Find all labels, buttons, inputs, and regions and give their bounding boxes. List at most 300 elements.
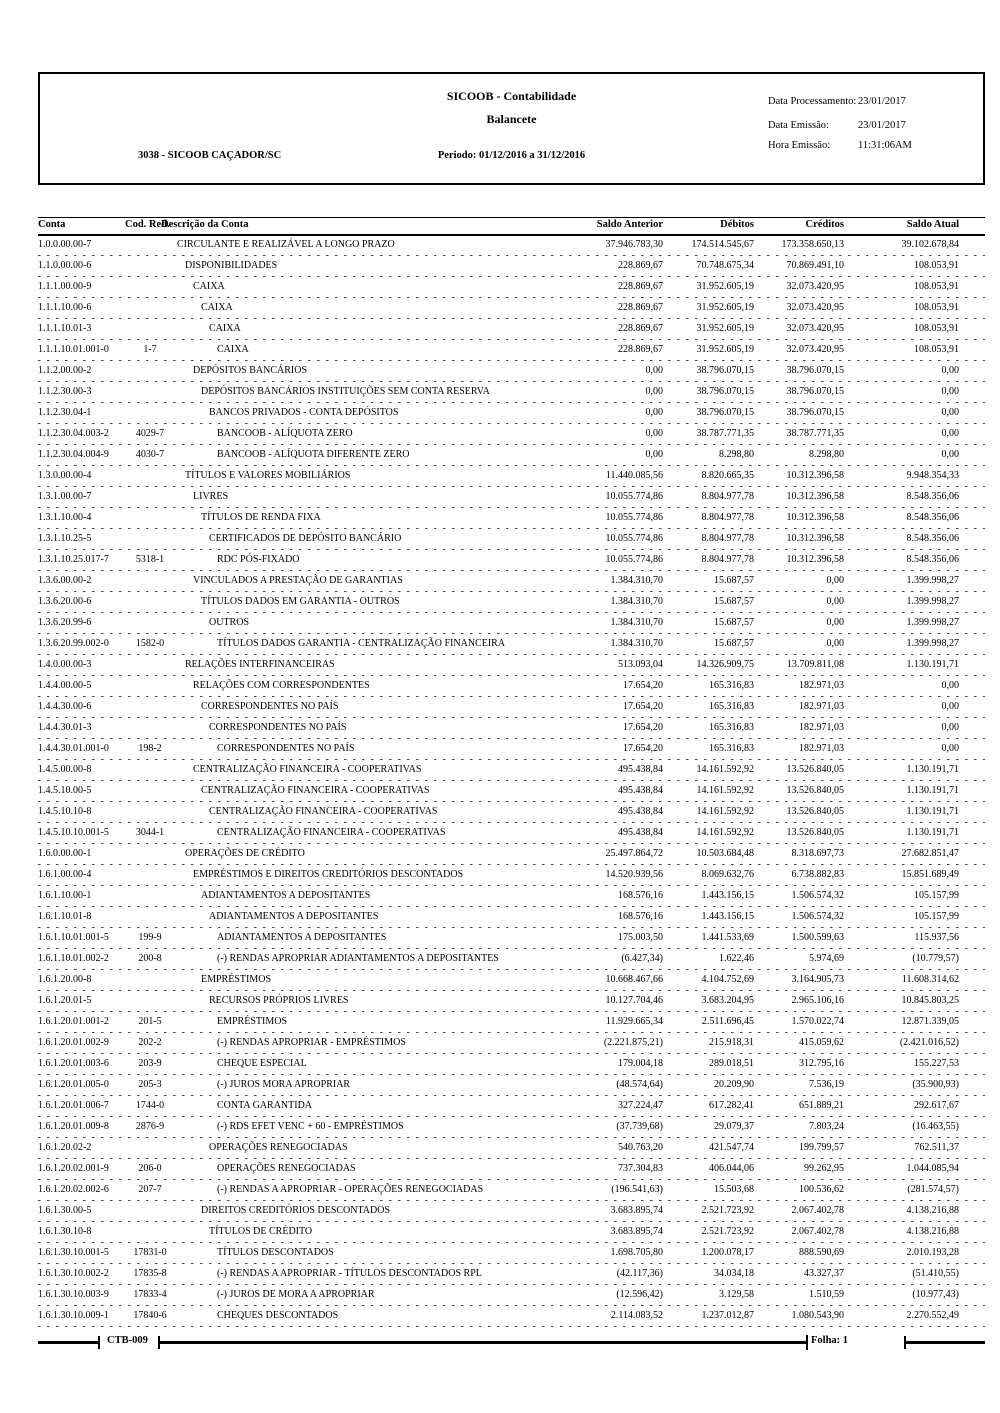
cell-creditos: 182.971,03: [799, 680, 844, 691]
cell-reduced-code: 5318-1: [135, 554, 165, 565]
cell-description: CORRESPONDENTES NO PAÍS: [209, 722, 347, 733]
cell-debitos: 14.326.909,75: [696, 659, 754, 670]
cell-saldo-anterior: 179.004,18: [618, 1058, 663, 1069]
table-row: [38, 467, 985, 488]
cell-description: CAIXA: [209, 323, 241, 334]
cell-debitos: 70.748.675,34: [696, 260, 754, 271]
table-row: [38, 1097, 985, 1118]
cell-description: (-) RENDAS APROPRIAR ADIANTAMENTOS A DEPOSITANTES: [217, 953, 499, 964]
cell-account-code: 1.6.1.30.10.003-9: [38, 1289, 109, 1300]
cell-debitos: 14.161.592,92: [696, 764, 754, 775]
cell-saldo-anterior: 11.440.085,56: [605, 470, 663, 481]
footer-bar: [806, 1335, 808, 1350]
cell-debitos: 2.511.696,45: [701, 1016, 754, 1027]
cell-saldo-atual: 8.548.356,06: [906, 491, 959, 502]
cell-description: OPERAÇÕES RENEGOCIADAS: [217, 1163, 356, 1174]
cell-account-code: 1.4.4.30.01.001-0: [38, 743, 109, 754]
cell-debitos: 31.952.605,19: [696, 344, 754, 355]
cell-account-code: 1.1.1.10.01.001-0: [38, 344, 109, 355]
cell-creditos: 0,00: [826, 575, 844, 586]
cell-account-code: 1.1.1.10.01-3: [38, 323, 92, 334]
cell-saldo-anterior: 0,00: [645, 428, 663, 439]
cell-account-code: 1.3.6.20.99-6: [38, 617, 92, 628]
cell-saldo-anterior: 228.869,67: [618, 344, 663, 355]
table-row: [38, 929, 985, 950]
cell-debitos: 31.952.605,19: [696, 281, 754, 292]
cell-reduced-code: 4030-7: [135, 449, 165, 460]
table-row: [38, 698, 985, 719]
cell-reduced-code: 203-9: [138, 1058, 162, 1069]
cell-saldo-atual: 15.851.689,49: [901, 869, 959, 880]
report-meta: [40, 74, 983, 183]
table-row: [38, 866, 985, 887]
cell-account-code: 1.1.1.00.00-9: [38, 281, 92, 292]
cell-account-code: 1.3.6.20.99.002-0: [38, 638, 109, 649]
cell-creditos: 32.073.420,95: [786, 323, 844, 334]
cell-saldo-atual: 292.617,67: [914, 1100, 959, 1111]
cell-saldo-anterior: 10.055.774,86: [605, 533, 663, 544]
cell-reduced-code: 198-2: [138, 743, 162, 754]
cell-saldo-atual: 108.053,91: [914, 323, 959, 334]
cell-description: EMPRÉSTIMOS: [217, 1016, 288, 1027]
table-row: [38, 803, 985, 824]
table-row: [38, 845, 985, 866]
cell-saldo-atual: 105.157,99: [914, 911, 959, 922]
column-header-debitos: Débitos: [720, 219, 754, 230]
cell-creditos: 10.312.396,58: [786, 533, 844, 544]
cell-debitos: 34.034,18: [714, 1268, 754, 1279]
table-row: [38, 593, 985, 614]
cell-description: BANCOS PRIVADOS - CONTA DEPÓSITOS: [209, 407, 399, 418]
cell-saldo-atual: 1.130.191,71: [906, 659, 959, 670]
page-number: Folha: 1: [811, 1335, 849, 1346]
cell-creditos: 7.803,24: [809, 1121, 844, 1132]
cell-description: (-) RENDAS A APROPRIAR - TÍTULOS DESCONTADOS RPL: [217, 1268, 482, 1279]
cell-description: CAIXA: [201, 302, 233, 313]
cell-description: TÍTULOS DESCONTADOS: [217, 1247, 334, 1258]
table-row: [38, 1034, 985, 1055]
table-row: [38, 488, 985, 509]
cell-description: RELAÇÕES INTERFINANCEIRAS: [185, 659, 335, 670]
cell-saldo-atual: 1.399.998,27: [906, 575, 959, 586]
table-row: [38, 1055, 985, 1076]
cell-saldo-anterior: 1.384.310,70: [610, 617, 663, 628]
cell-debitos: 4.104.752,69: [701, 974, 754, 985]
cell-account-code: 1.4.0.00.00-3: [38, 659, 92, 670]
cell-saldo-anterior: 10.127.704,46: [605, 995, 663, 1006]
cell-saldo-atual: 0,00: [941, 722, 959, 733]
report-period: Periodo: 01/12/2016 a 31/12/2016: [437, 150, 586, 161]
cell-debitos: 165.316,83: [709, 701, 754, 712]
cell-creditos: 1.570.022,74: [791, 1016, 844, 1027]
table-row: [38, 950, 985, 971]
cell-account-code: 1.6.1.20.02.001-9: [38, 1163, 109, 1174]
cell-debitos: 165.316,83: [709, 743, 754, 754]
cell-reduced-code: 202-2: [138, 1037, 162, 1048]
cell-saldo-anterior: 1.384.310,70: [610, 575, 663, 586]
cell-saldo-anterior: 0,00: [645, 386, 663, 397]
cell-description: BANCOOB - ALÍQUOTA ZERO: [217, 428, 353, 439]
cell-creditos: 2.067.402,78: [791, 1226, 844, 1237]
cell-creditos: 32.073.420,95: [786, 344, 844, 355]
cell-creditos: 10.312.396,58: [786, 491, 844, 502]
cell-account-code: 1.6.1.30.10.002-2: [38, 1268, 109, 1279]
table-row: [38, 299, 985, 320]
cell-creditos: 182.971,03: [799, 722, 844, 733]
cell-saldo-atual: 1.130.191,71: [906, 806, 959, 817]
cell-saldo-atual: (2.421.016,52): [899, 1037, 959, 1048]
cell-debitos: 1.441.533,69: [701, 932, 754, 943]
table-row: [38, 404, 985, 425]
cell-saldo-anterior: 17.654,20: [623, 680, 663, 691]
cell-creditos: 10.312.396,58: [786, 512, 844, 523]
table-row: [38, 1265, 985, 1286]
cell-account-code: 1.1.1.10.00-6: [38, 302, 92, 313]
cell-saldo-atual: 11.608.314,62: [901, 974, 959, 985]
table-row: [38, 1202, 985, 1223]
footer-rule-right: [904, 1341, 985, 1344]
cell-saldo-anterior: 37.946.783,30: [605, 239, 663, 250]
cell-debitos: 38.796.070,15: [696, 386, 754, 397]
table-row: [38, 362, 985, 383]
cell-description: (-) RDS EFET VENC + 60 - EMPRÉSTIMOS: [217, 1121, 404, 1132]
cell-reduced-code: 201-5: [138, 1016, 162, 1027]
cell-account-code: 1.3.1.10.25-5: [38, 533, 92, 544]
table-row: [38, 425, 985, 446]
report-subtitle: Balancete: [486, 112, 537, 126]
cell-debitos: 38.796.070,15: [696, 365, 754, 376]
cell-saldo-atual: 0,00: [941, 428, 959, 439]
cell-creditos: 182.971,03: [799, 701, 844, 712]
cell-saldo-atual: 1.399.998,27: [906, 617, 959, 628]
cell-description: (-) RENDAS APROPRIAR - EMPRÉSTIMOS: [217, 1037, 406, 1048]
cell-description: EMPRÉSTIMOS E DIREITOS CREDITÓRIOS DESCONTADOS: [193, 869, 464, 880]
cell-account-code: 1.3.0.00.00-4: [38, 470, 92, 481]
report-header-box: [38, 72, 985, 185]
table-row: [38, 971, 985, 992]
cell-description: (-) JUROS DE MORA A APROPRIAR: [217, 1289, 375, 1300]
cell-saldo-atual: 0,00: [941, 365, 959, 376]
cell-reduced-code: 2876-9: [135, 1121, 165, 1132]
table-header-row: [38, 217, 985, 236]
table-row: [38, 446, 985, 467]
cell-saldo-atual: 4.138.216,88: [906, 1205, 959, 1216]
table-row: [38, 656, 985, 677]
table-row: [38, 236, 985, 257]
table-row: [38, 530, 985, 551]
cell-account-code: 1.6.1.20.01.006-7: [38, 1100, 109, 1111]
cell-debitos: 15.503,68: [714, 1184, 754, 1195]
processing-date-label: Data Processamento:: [768, 96, 857, 107]
cell-account-code: 1.3.6.00.00-2: [38, 575, 92, 586]
cell-debitos: 14.161.592,92: [696, 827, 754, 838]
cell-saldo-anterior: 10.055.774,86: [605, 512, 663, 523]
cell-saldo-atual: 1.130.191,71: [906, 764, 959, 775]
cell-debitos: 8.804.977,78: [701, 533, 754, 544]
cell-creditos: 38.796.070,15: [786, 407, 844, 418]
cell-reduced-code: 199-9: [138, 932, 162, 943]
entity-name: 3038 - SICOOB CAÇADOR/SC: [138, 150, 282, 161]
cell-account-code: 1.3.1.10.00-4: [38, 512, 92, 523]
cell-saldo-anterior: 10.055.774,86: [605, 491, 663, 502]
cell-description: DEPÓSITOS BANCÁRIOS INSTITUIÇÕES SEM CONTA RESERVA: [201, 386, 490, 397]
cell-saldo-atual: 39.102.678,84: [901, 239, 959, 250]
cell-account-code: 1.6.1.20.01.003-6: [38, 1058, 109, 1069]
cell-creditos: 651.889,21: [799, 1100, 844, 1111]
table-row: [38, 383, 985, 404]
cell-saldo-anterior: 10.668.467,66: [605, 974, 663, 985]
cell-creditos: 0,00: [826, 617, 844, 628]
cell-saldo-anterior: (196.541,63): [611, 1184, 663, 1195]
cell-description: CAIXA: [217, 344, 249, 355]
cell-saldo-anterior: 17.654,20: [623, 701, 663, 712]
cell-creditos: 32.073.420,95: [786, 302, 844, 313]
cell-debitos: 20.209,90: [714, 1079, 754, 1090]
cell-debitos: 8.820.665,35: [701, 470, 754, 481]
cell-saldo-atual: (35.900,93): [912, 1079, 959, 1090]
cell-creditos: 38.796.070,15: [786, 365, 844, 376]
cell-account-code: 1.1.2.00.00-2: [38, 365, 92, 376]
cell-saldo-anterior: 495.438,84: [618, 764, 663, 775]
cell-saldo-atual: 10.845.803,25: [901, 995, 959, 1006]
cell-debitos: 8.069.632,76: [701, 869, 754, 880]
cell-saldo-anterior: 168.576,16: [618, 911, 663, 922]
cell-debitos: 8.804.977,78: [701, 512, 754, 523]
cell-creditos: 0,00: [826, 638, 844, 649]
cell-reduced-code: 1744-0: [135, 1100, 165, 1111]
cell-saldo-anterior: 0,00: [645, 449, 663, 460]
table-row: [38, 761, 985, 782]
cell-account-code: 1.1.2.30.04-1: [38, 407, 92, 418]
emission-time-value: 11:31:06AM: [858, 140, 912, 151]
cell-saldo-atual: 1.399.998,27: [906, 638, 959, 649]
cell-saldo-anterior: (37.739,68): [616, 1121, 663, 1132]
column-header-cod-red: Cod. Red.: [125, 219, 170, 230]
cell-saldo-atual: 8.548.356,06: [906, 533, 959, 544]
cell-saldo-anterior: (42.117,36): [616, 1268, 663, 1279]
cell-saldo-atual: 27.682.851,47: [901, 848, 959, 859]
cell-description: DEPÓSITOS BANCÁRIOS: [193, 365, 308, 376]
cell-description: CIRCULANTE E REALIZÁVEL A LONGO PRAZO: [177, 239, 395, 250]
cell-debitos: 8.298,80: [719, 449, 754, 460]
cell-saldo-atual: 1.399.998,27: [906, 596, 959, 607]
cell-saldo-atual: 108.053,91: [914, 302, 959, 313]
cell-creditos: 100.536,62: [799, 1184, 844, 1195]
cell-saldo-atual: 4.138.216,88: [906, 1226, 959, 1237]
cell-saldo-anterior: 540.763,20: [618, 1142, 663, 1153]
cell-creditos: 70.869.491,10: [786, 260, 844, 271]
cell-saldo-anterior: 0,00: [645, 407, 663, 418]
cell-saldo-anterior: 175.003,50: [618, 932, 663, 943]
cell-account-code: 1.6.1.30.10.009-1: [38, 1310, 109, 1321]
cell-saldo-atual: 0,00: [941, 386, 959, 397]
document-code: CTB-009: [107, 1335, 148, 1346]
cell-description: TÍTULOS DE CRÉDITO: [209, 1226, 313, 1237]
table-row: [38, 551, 985, 572]
cell-saldo-anterior: 1.384.310,70: [610, 596, 663, 607]
table-row: [38, 992, 985, 1013]
cell-debitos: 38.796.070,15: [696, 407, 754, 418]
cell-creditos: 10.312.396,58: [786, 470, 844, 481]
cell-saldo-anterior: 3.683.895,74: [610, 1226, 663, 1237]
cell-saldo-anterior: 168.576,16: [618, 890, 663, 901]
cell-creditos: 13.526.840,05: [786, 827, 844, 838]
cell-description: CHEQUE ESPECIAL: [217, 1058, 307, 1069]
cell-saldo-anterior: 495.438,84: [618, 806, 663, 817]
cell-reduced-code: 1-7: [143, 344, 157, 355]
table-row: [38, 1244, 985, 1265]
cell-description: RELAÇÕES COM CORRESPONDENTES: [193, 680, 370, 691]
cell-creditos: 1.506.574,32: [791, 911, 844, 922]
cell-saldo-atual: 2.270.552,49: [906, 1310, 959, 1321]
cell-debitos: 617.282,41: [709, 1100, 754, 1111]
cell-description: CENTRALIZAÇÃO FINANCEIRA - COOPERATIVAS: [217, 827, 446, 838]
cell-saldo-atual: 8.548.356,06: [906, 512, 959, 523]
table-row: [38, 1307, 985, 1328]
cell-description: DISPONIBILIDADES: [185, 260, 278, 271]
cell-saldo-anterior: 737.304,83: [618, 1163, 663, 1174]
cell-debitos: 38.787.771,35: [696, 428, 754, 439]
cell-debitos: 2.521.723,92: [701, 1226, 754, 1237]
cell-description: TÍTULOS DADOS EM GARANTIA - OUTROS: [201, 596, 400, 607]
table-row: [38, 1139, 985, 1160]
cell-account-code: 1.6.1.20.00-8: [38, 974, 92, 985]
cell-description: CENTRALIZAÇÃO FINANCEIRA - COOPERATIVAS: [201, 785, 430, 796]
cell-reduced-code: 17840-6: [133, 1310, 167, 1321]
cell-reduced-code: 200-8: [138, 953, 162, 964]
cell-saldo-anterior: 25.497.864,72: [605, 848, 663, 859]
cell-debitos: 3.129,58: [719, 1289, 754, 1300]
cell-debitos: 174.514.545,67: [691, 239, 754, 250]
cell-description: ADIANTAMENTOS A DEPOSITANTES: [201, 890, 371, 901]
cell-debitos: 31.952.605,19: [696, 323, 754, 334]
cell-saldo-anterior: 513.093,04: [618, 659, 663, 670]
cell-account-code: 1.3.1.00.00-7: [38, 491, 92, 502]
cell-debitos: 14.161.592,92: [696, 806, 754, 817]
cell-saldo-atual: 115.937,56: [914, 932, 959, 943]
table-row: [38, 278, 985, 299]
cell-creditos: 8.318.697,73: [791, 848, 844, 859]
cell-creditos: 173.358.650,13: [781, 239, 844, 250]
cell-saldo-anterior: 495.438,84: [618, 827, 663, 838]
cell-saldo-anterior: (2.221.875,21): [603, 1037, 663, 1048]
report-footer: [38, 1333, 985, 1350]
cell-creditos: 8.298,80: [809, 449, 844, 460]
cell-saldo-anterior: 2.114.083,52: [610, 1310, 663, 1321]
cell-creditos: 415.059,62: [799, 1037, 844, 1048]
cell-description: TÍTULOS DADOS GARANTIA - CENTRALIZAÇÃO FINANCEIRA: [217, 638, 506, 649]
cell-description: CORRESPONDENTES NO PAÍS: [201, 701, 339, 712]
cell-reduced-code: 3044-1: [135, 827, 165, 838]
cell-account-code: 1.4.5.00.00-8: [38, 764, 92, 775]
cell-creditos: 0,00: [826, 596, 844, 607]
cell-debitos: 29.079,37: [714, 1121, 754, 1132]
table-row: [38, 635, 985, 656]
cell-reduced-code: 207-7: [138, 1184, 162, 1195]
cell-description: CENTRALIZAÇÃO FINANCEIRA - COOPERATIVAS: [209, 806, 438, 817]
cell-debitos: 15.687,57: [714, 575, 754, 586]
cell-debitos: 289.018,51: [709, 1058, 754, 1069]
cell-description: OPERAÇÕES DE CRÉDITO: [185, 848, 305, 859]
cell-debitos: 10.503.684,48: [696, 848, 754, 859]
balance-table: [38, 217, 985, 1328]
cell-debitos: 2.521.723,92: [701, 1205, 754, 1216]
cell-debitos: 3.683.204,95: [701, 995, 754, 1006]
cell-description: CAIXA: [193, 281, 225, 292]
cell-description: TÍTULOS E VALORES MOBILIÁRIOS: [185, 470, 351, 481]
cell-description: DIREITOS CREDITÓRIOS DESCONTADOS: [201, 1205, 391, 1216]
cell-account-code: 1.6.1.20.01.002-9: [38, 1037, 109, 1048]
cell-creditos: 38.787.771,35: [786, 428, 844, 439]
cell-debitos: 15.687,57: [714, 638, 754, 649]
column-header-descricao: Descrição da Conta: [161, 219, 249, 230]
cell-description: (-) RENDAS A APROPRIAR - OPERAÇÕES RENEGOCIADAS: [217, 1184, 484, 1195]
table-row: [38, 719, 985, 740]
cell-account-code: 1.0.0.00.00-7: [38, 239, 92, 250]
table-row: [38, 740, 985, 761]
cell-creditos: 13.526.840,05: [786, 785, 844, 796]
cell-account-code: 1.6.1.00.00-4: [38, 869, 92, 880]
cell-saldo-anterior: 0,00: [645, 365, 663, 376]
cell-debitos: 1.622,46: [719, 953, 754, 964]
cell-creditos: 38.796.070,15: [786, 386, 844, 397]
cell-account-code: 1.4.5.10.00-5: [38, 785, 92, 796]
cell-creditos: 2.965.106,16: [791, 995, 844, 1006]
cell-account-code: 1.6.1.30.10-8: [38, 1226, 92, 1237]
cell-debitos: 1.443.156,15: [701, 890, 754, 901]
cell-description: CENTRALIZAÇÃO FINANCEIRA - COOPERATIVAS: [193, 764, 422, 775]
cell-saldo-atual: (281.574,57): [907, 1184, 959, 1195]
cell-creditos: 10.312.396,58: [786, 554, 844, 565]
cell-account-code: 1.4.4.30.01-3: [38, 722, 92, 733]
table-row: [38, 257, 985, 278]
cell-creditos: 1.500.599,63: [791, 932, 844, 943]
cell-description: RECURSOS PRÓPRIOS LIVRES: [209, 995, 349, 1006]
cell-creditos: 99.262,95: [804, 1163, 844, 1174]
cell-account-code: 1.6.1.10.01.001-5: [38, 932, 109, 943]
table-row: [38, 320, 985, 341]
cell-account-code: 1.1.2.30.04.004-9: [38, 449, 109, 460]
cell-reduced-code: 17835-8: [133, 1268, 167, 1279]
table-row: [38, 1013, 985, 1034]
cell-saldo-anterior: 11.929.665,34: [605, 1016, 663, 1027]
cell-reduced-code: 205-3: [138, 1079, 162, 1090]
cell-account-code: 1.3.6.20.00-6: [38, 596, 92, 607]
cell-description: ADIANTAMENTOS A DEPOSITANTES: [209, 911, 379, 922]
cell-saldo-atual: 0,00: [941, 407, 959, 418]
column-header-saldo-atual: Saldo Atual: [906, 219, 959, 230]
table-row: [38, 572, 985, 593]
cell-description: CORRESPONDENTES NO PAÍS: [217, 743, 355, 754]
cell-saldo-atual: 0,00: [941, 701, 959, 712]
cell-saldo-anterior: 228.869,67: [618, 323, 663, 334]
cell-saldo-atual: 0,00: [941, 449, 959, 460]
cell-saldo-anterior: 10.055.774,86: [605, 554, 663, 565]
cell-debitos: 1.200.078,17: [701, 1247, 754, 1258]
cell-description: VINCULADOS A PRESTAÇÃO DE GARANTIAS: [193, 575, 403, 586]
cell-description: LIVRES: [193, 491, 228, 502]
cell-creditos: 3.164.905,73: [791, 974, 844, 985]
cell-creditos: 2.067.402,78: [791, 1205, 844, 1216]
cell-saldo-atual: 12.871.339,05: [901, 1016, 959, 1027]
cell-saldo-anterior: 14.520.939,56: [605, 869, 663, 880]
cell-creditos: 6.738.882,83: [791, 869, 844, 880]
cell-saldo-atual: 762.511,37: [914, 1142, 959, 1153]
cell-creditos: 13.709.811,08: [786, 659, 844, 670]
cell-account-code: 1.6.1.10.01-8: [38, 911, 92, 922]
cell-saldo-anterior: 228.869,67: [618, 260, 663, 271]
cell-creditos: 43.327,37: [804, 1268, 844, 1279]
